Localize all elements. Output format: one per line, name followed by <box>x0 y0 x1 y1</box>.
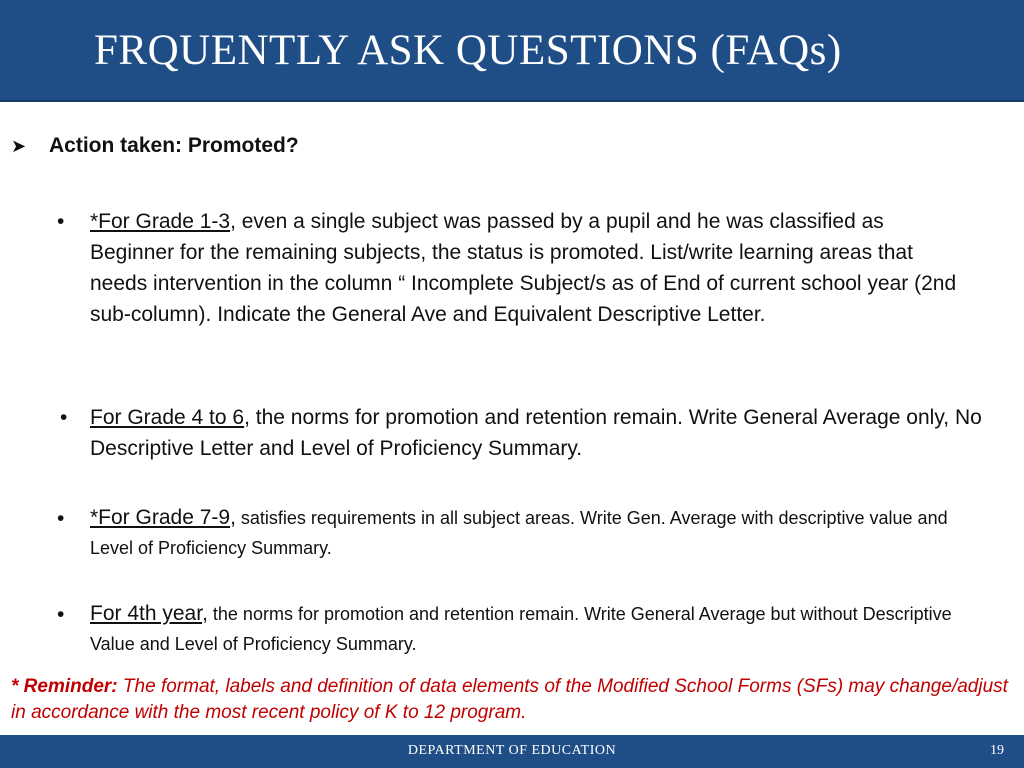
list-item-lead: For Grade 4 to 6 <box>90 406 245 429</box>
reminder-note <box>11 674 1016 726</box>
slide-title: FRQUENTLY ASK QUESTIONS (FAQs) <box>94 27 842 74</box>
title-bar <box>0 0 1024 102</box>
list-item-lead: *For Grade 1-3 <box>90 210 231 233</box>
bullet-dot-icon: • <box>60 406 68 429</box>
bullet-dot-icon: • <box>57 507 65 530</box>
reminder-label: * Reminder: <box>11 676 118 697</box>
arrow-bullet-icon: ➤ <box>11 136 27 156</box>
list-item <box>57 503 997 573</box>
list-item-body: satisfies requirements in all subject areas. Write Gen. Average with descriptive value and Level of Proficiency Summary. <box>90 508 948 558</box>
bullet-dot-icon: • <box>57 603 65 626</box>
list-item-comma: , <box>202 602 208 625</box>
reminder-text: The format, labels and definition of data elements of the Modified School Forms (SFs) may change/adjust in accordance with the most recent policy of K to 12 program. <box>11 676 1008 723</box>
list-item-text <box>90 599 990 659</box>
list-item-text <box>90 402 995 464</box>
list-item <box>60 402 1010 472</box>
list-item-body: , even a single subject was passed by a pupil and he was classified as Beginner for the remaining subjects, the status is promoted. List/write learning areas that needs intervention in the column “ Incomplete Subject/s as of End of current school year (2nd sub-column). Indicate the General Ave and Equivalent Descriptive Letter. <box>90 210 957 326</box>
list-item <box>57 206 997 366</box>
list-item-lead: *For Grade 7-9 <box>90 506 231 529</box>
section-heading <box>11 134 299 158</box>
list-item-comma: , <box>230 506 236 529</box>
list-item-body: , the norms for promotion and retention remain. Write General Average only, No Descriptive Letter and Level of Proficiency Summary. <box>90 406 982 460</box>
page-number: 19 <box>990 743 1004 758</box>
list-item-text <box>90 503 970 563</box>
list-item <box>57 599 997 669</box>
list-item-body: the norms for promotion and retention remain. Write General Average but without Descriptive Value and Level of Proficiency Summary. <box>90 604 952 654</box>
list-item-lead: For 4th year <box>90 602 203 625</box>
footer-department: DEPARTMENT OF EDUCATION <box>407 743 617 758</box>
footer-bar <box>0 735 1024 768</box>
bullet-dot-icon: • <box>57 210 65 233</box>
list-item-text <box>90 206 970 330</box>
section-heading-text: Action taken: Promoted? <box>49 134 299 157</box>
